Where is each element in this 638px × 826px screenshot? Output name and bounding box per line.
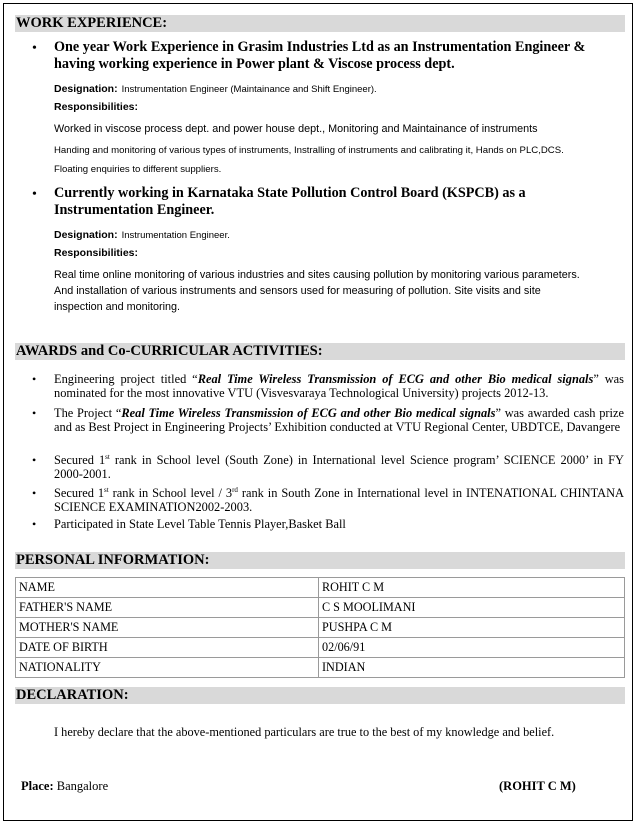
place-label: Place: <box>21 779 54 793</box>
job2-resp-line2: And installation of various instruments and sensors used for measuring of pollution. Site visits and site <box>54 285 541 297</box>
award-4-text-mid: rank in School level / 3 <box>108 486 233 500</box>
award-2-text: The Project “ <box>54 406 122 420</box>
award-1-text-end: ” was nominated for the most innovative VTU (Visvesvaraya Technological University) projects 2012-13. <box>54 372 625 400</box>
table-row <box>16 618 625 638</box>
work-experience-heading: WORK EXPERIENCE: <box>15 15 625 32</box>
award-4-text-end: rank in South Zone in International level in INTENATIONAL CHINTANA SCIENCE EXAMINATION2002-2003. <box>54 486 624 514</box>
award-2-project-title: Real Time Wireless Transmission of ECG and other Bio medical signals <box>121 406 496 420</box>
personal-info-table <box>15 577 625 678</box>
job2-resp-line1: Real time online monitoring of various industries and sites causing pollution by monitoring various parameters. <box>54 269 580 281</box>
bullet-icon: • <box>32 187 37 202</box>
personal-info-heading: PERSONAL INFORMATION: <box>15 552 625 569</box>
award-1-project-title: Real Time Wireless Transmission of ECG and other Bio medical signals <box>197 372 594 386</box>
bullet-icon: • <box>32 406 37 420</box>
place-value: Bangalore <box>53 779 109 793</box>
award-2-text-end: ” was awarded cash prize and as Best Project in Engineering Projects’ Exhibition conducted at VTU Regional Center, UBDTCE, Davangere <box>54 406 624 434</box>
award-3-text: Secured 1 <box>54 453 106 467</box>
field-value: INDIAN <box>319 658 625 678</box>
designation-value: Instrumentation Engineer. <box>121 230 230 241</box>
field-name: NAME <box>16 578 319 598</box>
job2-title-line2: Instrumentation Engineer. <box>54 202 215 218</box>
field-name: MOTHER'S NAME <box>16 618 319 638</box>
job2-designation <box>54 225 230 243</box>
bullet-icon: • <box>32 453 37 467</box>
job1-title-line1: One year Work Experience in Grasim Industries Ltd as an Instrumentation Engineer & <box>54 39 586 55</box>
field-name: DATE OF BIRTH <box>16 638 319 658</box>
award-3-text-end: rank in School level (South Zone) in International level Science program’ SCIENCE 2000’ in FY 2000-2001. <box>54 453 624 481</box>
job1-resp-line3: Floating enquiries to different suppliers. <box>54 164 222 175</box>
job2-responsibilities-label: Responsibilities: <box>54 247 139 259</box>
table-row <box>16 638 625 658</box>
signature-name: (ROHIT C M) <box>499 779 576 793</box>
bullet-icon: • <box>32 517 37 531</box>
award-4-text: Secured 1 <box>54 486 105 500</box>
field-name: NATIONALITY <box>16 658 319 678</box>
table-row <box>16 658 625 678</box>
award-item-5: Participated in State Level Table Tennis Player,Basket Ball <box>54 517 346 531</box>
designation-label: Designation: <box>54 229 118 241</box>
job1-resp-line1: Worked in viscose process dept. and power house dept., Monitoring and Maintainance of instruments <box>54 123 538 135</box>
table-row <box>16 598 625 618</box>
awards-heading: AWARDS and Co-CURRICULAR ACTIVITIES: <box>15 343 625 360</box>
designation-label: Designation: <box>54 83 118 95</box>
ordinal-suffix: st <box>104 485 109 494</box>
job2-title-line1: Currently working in Karnataka State Pollution Control Board (KSPCB) as a <box>54 185 526 201</box>
job1-designation <box>54 79 377 97</box>
declaration-text: I hereby declare that the above-mentioned particulars are true to the best of my knowledge and belief. <box>54 725 555 739</box>
place-line <box>21 779 108 794</box>
award-item-3 <box>54 453 624 481</box>
field-value: C S MOOLIMANI <box>319 598 625 618</box>
field-value: 02/06/91 <box>319 638 625 658</box>
declaration-heading: DECLARATION: <box>15 687 625 704</box>
award-item-4 <box>54 486 624 514</box>
designation-value: Instrumentation Engineer (Maintainance and Shift Engineer). <box>121 84 377 95</box>
job1-title <box>54 39 624 73</box>
resume-page <box>3 3 633 821</box>
award-item-1 <box>54 372 624 400</box>
ordinal-suffix: st <box>105 452 110 461</box>
field-value: ROHIT C M <box>319 578 625 598</box>
job1-responsibilities-label: Responsibilities: <box>54 101 139 113</box>
bullet-icon: • <box>32 41 37 56</box>
award-item-2 <box>54 406 624 434</box>
field-value: PUSHPA C M <box>319 618 625 638</box>
bullet-icon: • <box>32 372 37 386</box>
award-1-text: Engineering project titled “ <box>54 372 198 386</box>
job2-resp-line3: inspection and monitoring. <box>54 301 181 313</box>
table-row <box>16 578 625 598</box>
job1-title-line2: having working experience in Power plant & Viscose process dept. <box>54 56 455 72</box>
field-name: FATHER'S NAME <box>16 598 319 618</box>
job2-title <box>54 185 624 219</box>
job1-resp-line2: Handing and monitoring of various types of instruments, Instralling of instruments and calibrating it, Hands on PLC,DCS. <box>54 145 564 156</box>
ordinal-suffix: rd <box>232 485 238 494</box>
bullet-icon: • <box>32 486 37 500</box>
